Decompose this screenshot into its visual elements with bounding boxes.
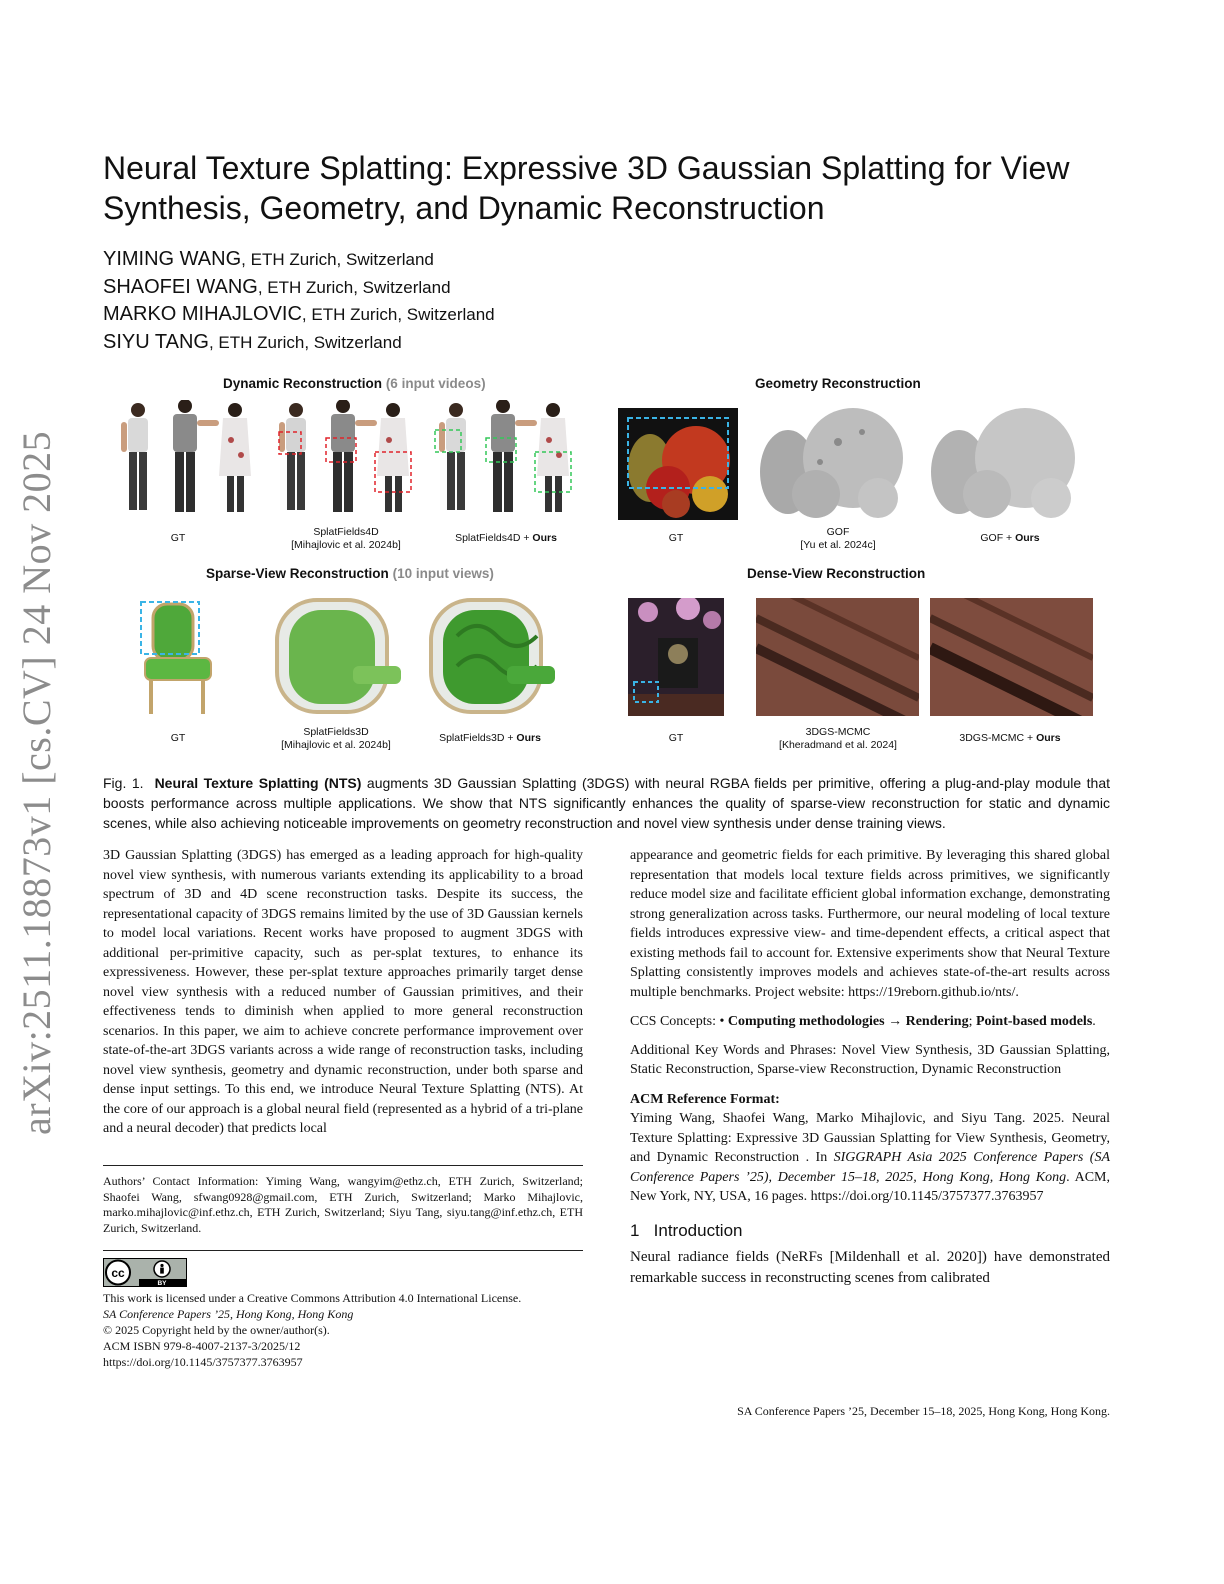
sparse-ours-image <box>417 596 559 720</box>
sparse-baseline-caption: SplatFields3D [Mihajlovic et al. 2024b] <box>281 726 391 751</box>
author-name: MARKO MIHAJLOVIC <box>103 303 302 325</box>
geometry-ours-caption: GOF + Ours <box>980 532 1040 544</box>
dense-ours-image <box>930 598 1093 716</box>
page-footer: SA Conference Papers ’25, December 15–18, 2025, Hong Kong, Hong Kong. <box>737 1404 1110 1418</box>
geometry-baseline-caption: GOF [Yu et al. 2024c] <box>800 526 876 551</box>
dense-gt-image <box>628 598 724 716</box>
license-doi: https://doi.org/10.1145/3757377.3763957 <box>103 1355 303 1369</box>
license-isbn: ACM ISBN 979-8-4007-2137-3/2025/12 <box>103 1339 301 1353</box>
footnote-divider <box>103 1165 583 1166</box>
figure-caption: Fig. 1. Neural Texture Splatting (NTS) augments 3D Gaussian Splatting (3DGS) with neural RGBA fields per primitive, offering a plug-and-play module that boosts performance across multiple applications. We show that NTS significantly enhances the quality of sparse-view reconstruction for static and dynamic scenes, while also achieving noticeable improvements on geometry reconstruction and novel view synthesis under dense training views. <box>103 775 1110 831</box>
sparse-gt-image <box>131 596 231 720</box>
dynamic-panel-title: Dynamic Reconstruction (6 input videos) <box>223 376 486 391</box>
author-affiliation: , ETH Zurich, Switzerland <box>301 305 495 324</box>
dense-baseline-image <box>756 598 919 716</box>
teaser-figure <box>103 372 1113 762</box>
author-list <box>103 246 495 356</box>
geometry-gt-image <box>618 408 738 520</box>
dynamic-gt-caption: GT <box>170 532 186 544</box>
dense-panel-title: Dense-View Reconstruction <box>747 566 926 581</box>
abstract-paragraph: 3D Gaussian Splatting (3DGS) has emerged as a leading approach for high-quality novel view synthesis, with numerous variants extending its applicability to a broad spectrum of 3D and 4D scene reconstruction tasks. Despite its success, the representational capacity of 3DGS remains limited by the use of 3D Gaussian kernels to model local variations. Recent works have proposed to augment 3DGS with additional per-primitive capacity, such as per-splat textures, to enhance its expressiveness. However, these per-splat texture approaches primarily target dense novel view synthesis with a reduced number of Gaussian primitives, and their effectiveness tends to diminish when applied to more general reconstruction scenarios. In this paper, we aim to achieve concrete performance improvement over state-of-the-art 3DGS variants across a wide range of reconstruction tasks, including novel view synthesis, geometry and dynamic reconstruction, under both sparse and dense input settings. To this end, we introduce Neural Texture Splatting (NTS). At the core of our approach is a global neural field (represented as a hybrid of a tri-plane and a neural decoder) that predicts local <box>103 848 583 1136</box>
geometry-ours-image <box>929 402 1089 520</box>
author-name: SHAOFEI WANG <box>103 275 258 298</box>
ccs-concepts: CCS Concepts: • Computing methodologies → Rendering; Point-based models. <box>630 1014 1096 1029</box>
dynamic-baseline-caption: SplatFields4D [Mihajlovic et al. 2024b] <box>291 526 401 551</box>
sparse-gt-caption: GT <box>170 732 186 744</box>
geometry-baseline-image <box>758 402 916 520</box>
dynamic-ours-caption: SplatFields4D + Ours <box>455 532 557 544</box>
license-venue: SA Conference Papers ’25, Hong Kong, Hong Kong <box>103 1307 354 1321</box>
dense-baseline-caption: 3DGS-MCMC [Kheradmand et al. 2024] <box>779 726 897 751</box>
acm-reference-heading: ACM Reference Format: <box>630 1091 780 1107</box>
author-name: SIYU TANG <box>103 330 209 353</box>
license-divider <box>103 1250 583 1251</box>
sparse-baseline-image <box>263 596 405 720</box>
dense-gt-caption: GT <box>668 732 684 744</box>
author-entry <box>103 246 495 274</box>
arxiv-identifier-stamp: arXiv:2511.18873v1 [cs.CV] 24 Nov 2025 <box>14 430 59 1135</box>
keywords: Additional Key Words and Phrases: Novel View Synthesis, 3D Gaussian Splatting, Static Reconstruction, Sparse-view Reconstruction, Dynamic Reconstruction <box>630 1042 1110 1077</box>
dynamic-baseline-image <box>271 400 421 522</box>
dynamic-gt-image <box>113 400 263 522</box>
abstract-paragraph-continued: appearance and geometric fields for each primitive. By leveraging this shared global representation that models local texture fields across primitives, we significantly reduce model size and facilitate efficient global information exchange, demonstrating strong generalization across tasks. Furthermore, our neural modeling of local texture fields introduces expressive view- and time-dependent effects, a critical aspect that existing methods fail to account for. Extensive experiments show that Neural Texture Splatting consistently improves models and achieves state-of-the-art results across multiple benchmarks. Project website: https://19reborn.github.io/nts/. <box>630 848 1110 1000</box>
acm-reference-text: Yiming Wang, Shaofei Wang, Marko Mihajlovic, and Siyu Tang. 2025. Neural Texture Splatting: Expressive 3D Gaussian Splatting for View Synthesis, Geometry, and Dynamic Reconstruction . In SIGGRAPH Asia 2025 Conference Papers (SA Conference Papers ’25), December 15–18, 2025, Hong Kong, Hong Kong. ACM, New York, NY, USA, 16 pages. https://doi.org/10.1145/3757377.3763957 <box>630 1111 1111 1204</box>
author-affiliation: , ETH Zurich, Switzerland <box>241 250 434 269</box>
sparse-panel-title: Sparse-View Reconstruction (10 input views) <box>206 566 494 581</box>
author-entry <box>103 301 495 329</box>
license-statement: This work is licensed under a Creative Commons Attribution 4.0 International License. <box>103 1291 522 1305</box>
sparse-ours-caption: SplatFields3D + Ours <box>439 732 541 744</box>
section-heading-introduction: 1 Introduction <box>630 1220 743 1240</box>
cc-by-license-badge <box>103 1258 187 1287</box>
license-block <box>103 1290 603 1370</box>
introduction-paragraph: Neural radiance fields (NeRFs [Mildenhall et al. 2020]) have demonstrated remarkable success in reconstructing scenes from calibrated <box>630 1249 1110 1286</box>
author-name: YIMING WANG <box>103 248 242 270</box>
svg-text:BY: BY <box>157 1280 167 1287</box>
author-entry <box>103 329 495 357</box>
dense-ours-caption: 3DGS-MCMC + Ours <box>959 732 1061 744</box>
author-contact-footnote: Authors’ Contact Information: Yiming Wang, wangyim@ethz.ch, ETH Zurich, Switzerland; Shaofei Wang, sfwang0928@gmail.com, ETH Zurich, Switzerland; Marko Mihajlovic, marko.mihajlovic@inf.ethz.ch, ETH Zurich, Switzerland; Siyu Tang, siyu.tang@inf.ethz.ch, ETH Zurich, Switzerland. <box>103 1174 583 1235</box>
license-copyright: © 2025 Copyright held by the owner/author(s). <box>103 1323 330 1337</box>
dynamic-ours-image <box>431 400 581 522</box>
geometry-panel-title: Geometry Reconstruction <box>755 376 921 391</box>
author-entry <box>103 274 495 302</box>
author-affiliation: , ETH Zurich, Switzerland <box>257 277 451 297</box>
svg-text:cc: cc <box>111 1266 125 1280</box>
abstract-right-column <box>630 846 1110 1289</box>
author-affiliation: , ETH Zurich, Switzerland <box>208 332 402 352</box>
paper-title: Neural Texture Splatting: Expressive 3D Gaussian Splatting for View Synthesis, Geometry, and Dynamic Reconstruction <box>103 150 1070 226</box>
abstract-left-column <box>103 846 583 1139</box>
geometry-gt-caption: GT <box>668 532 684 544</box>
